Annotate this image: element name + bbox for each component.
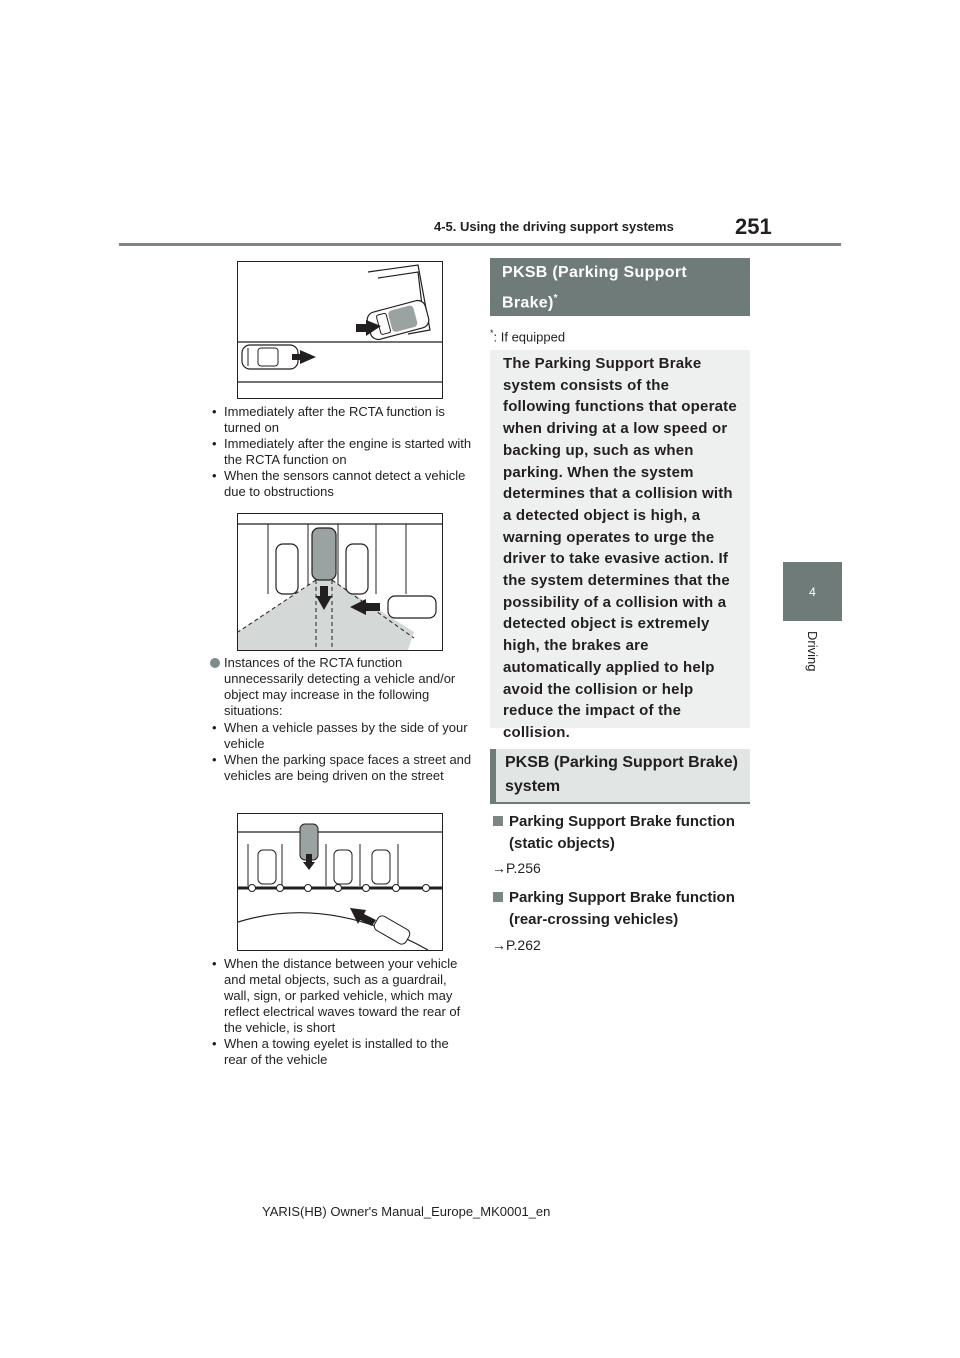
bullet-list-1 (207, 404, 472, 500)
figure-rcta-obstruction (237, 261, 443, 399)
page-number: 251 (735, 214, 772, 239)
page-ref-link[interactable]: →P.262 (492, 937, 541, 953)
figure-rcta-parking-lot (237, 513, 443, 651)
list-item: • When the sensors cannot detect a vehicle due to obstructions (207, 468, 472, 500)
chapter-number: 4 (809, 584, 816, 599)
chapter-tab[interactable] (783, 562, 842, 621)
bullet-list-3 (207, 956, 472, 1068)
list-item: • When a towing eyelet is installed to the rear of the vehicle (207, 1036, 472, 1068)
bullet-list-2 (207, 720, 472, 784)
list-item: • When a vehicle passes by the side of your vehicle (207, 720, 472, 752)
header-divider (119, 243, 841, 246)
note-unnecessary-detection: Instances of the RCTA function unnecessarily detecting a vehicle and/or object may increase in the following situations: (210, 655, 470, 719)
list-item: • Immediately after the RCTA function is turned on (207, 404, 472, 436)
square-bullet-icon (493, 892, 503, 902)
function-static-heading: Parking Support Brake function (static objects) (490, 811, 750, 855)
square-bullet-icon (493, 816, 503, 826)
circle-bullet-icon (210, 658, 220, 668)
page-ref-link[interactable]: →P.256 (492, 860, 541, 876)
list-item: • When the parking space faces a street and vehicles are being driven on the street (207, 752, 472, 784)
section-heading: PKSB (Parking Support Brake) system (490, 749, 750, 804)
pksb-summary: The Parking Support Brake system consists of the following functions that operate when driving at a low speed or backing up, such as when parking. When the system determines that a collision with a detected object is high, a warning operates to urge the driver to take evasive action. If the system determines that the possibility of a collision with a detected object is extremely high, the brakes are automatically applied to help avoid the collision or help reduce the impact of the collision. (490, 350, 750, 728)
figure-rcta-street (237, 813, 443, 951)
list-item: • Immediately after the engine is started with the RCTA function on (207, 436, 472, 468)
list-item: • When the distance between your vehicle and metal objects, such as a guardrail, wall, sign, or parked vehicle, which may reflect electrical waves toward the rear of the vehicle, is short (207, 956, 472, 1036)
footnote: *: If equipped (490, 328, 566, 345)
function-rear-crossing-heading: Parking Support Brake function (rear-crossing vehicles) (490, 887, 750, 931)
chapter-label: Driving (805, 631, 820, 672)
pksb-title: PKSB (Parking Support Brake)* (490, 258, 750, 316)
section-title: 4-5. Using the driving support systems (434, 219, 674, 234)
manual-footer: YARIS(HB) Owner's Manual_Europe_MK0001_en (262, 1204, 551, 1219)
